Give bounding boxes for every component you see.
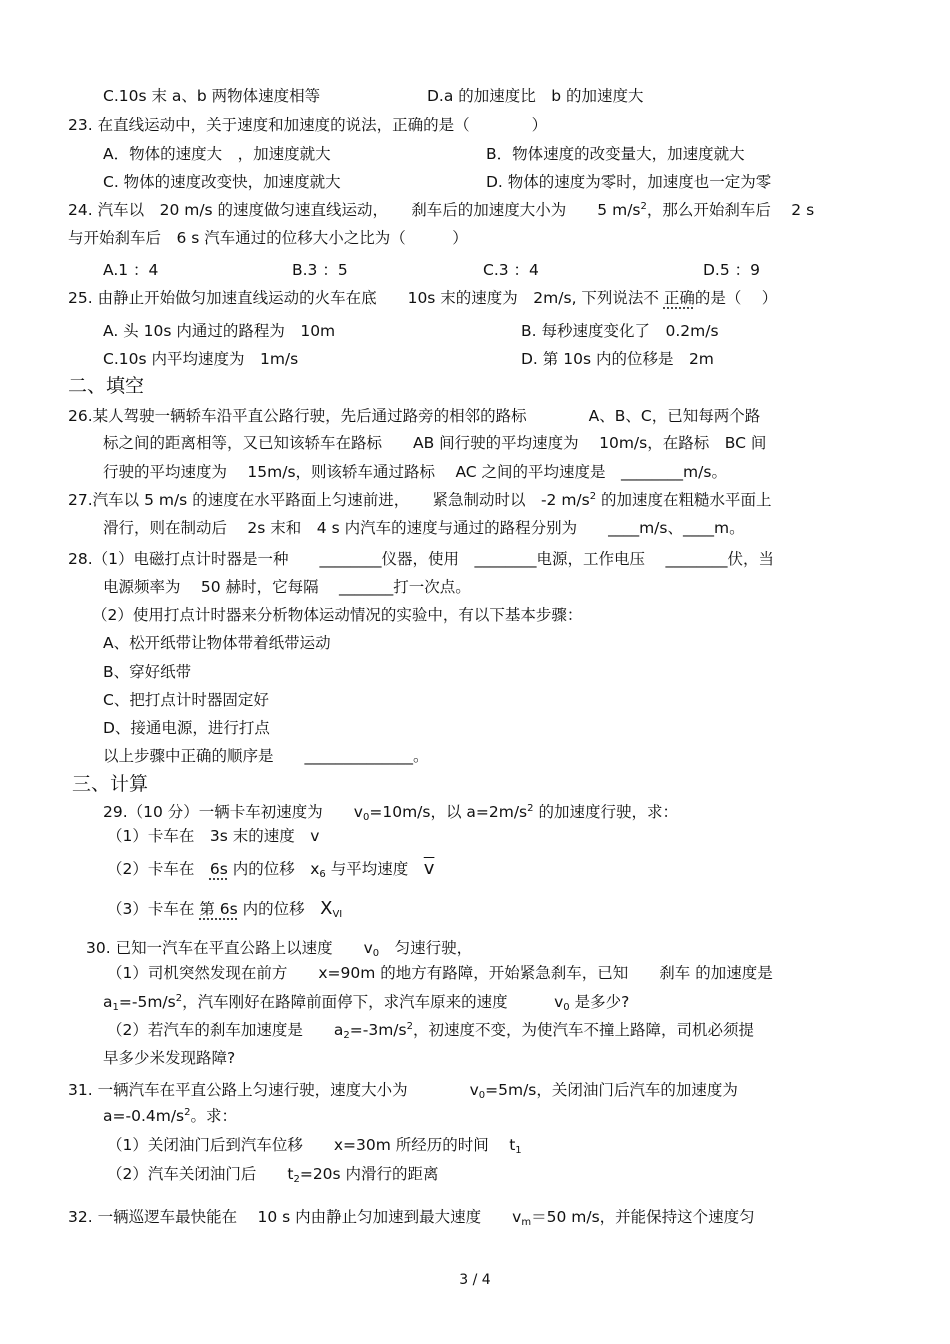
option-23d: D. 物体的速度为零时，加速度也一定为零 — [486, 173, 772, 191]
question-29-part2: （2）卡车在 6s 内的位移 $x_6$ 与平均速度 $\overline{v}$ — [107, 858, 435, 880]
question-28-line1: 28.（1）电磁打点计时器是一种 ________仪器，使用 ________电源，工作电压 ________伏，当 — [68, 550, 774, 568]
page-number: 3 / 4 — [459, 1272, 491, 1288]
question-30-part2: （2）若汽车的刹车加速度是 $a_2=-3m/s^2$，初速度不变，为使汽车不撞上路障，司机必须提 — [107, 1021, 754, 1041]
question-24-line2: 与开始刹车后 6 s 汽车通过的位移大小之比为（ ） — [68, 229, 468, 247]
option-23b: B．物体速度的改变量大，加速度就大 — [486, 145, 745, 163]
option-24a: A.1 ：4 — [103, 261, 159, 279]
question-26-line2: 标之间的距离相等，又已知该轿车在路标 AB 间行驶的平均速度为 10m/s，在路标 BC 间 — [103, 434, 767, 452]
option-24c: C.3 ：4 — [483, 261, 539, 279]
question-29-part1: （1）卡车在 3s 末的速度 v — [107, 827, 320, 845]
step-b: B、穿好纸带 — [103, 663, 192, 681]
question-29: 29.（10 分）一辆卡车初速度为 $v_0=10m/s$，以 $a=2m/s^2$ 的加速度行驶，求： — [103, 803, 678, 823]
option-22d: D.a 的加速度比 b 的加速度大 — [427, 87, 644, 105]
question-28-part2: （2）使用打点计时器来分析物体运动情况的实验中，有以下基本步骤： — [92, 606, 583, 624]
question-25: 25. 由静止开始做匀加速直线运动的火车在底 10s 末的速度为 2m/s, 下列说法不 正确的是（ ） — [68, 289, 778, 307]
question-26-line1: 26.某人驾驶一辆轿车沿平直公路行驶，先后通过路旁的相邻的路标 A、B、C，已知每两个路 — [68, 407, 761, 425]
question-30: 30. 已知一汽车在平直公路上以速度 $v_0$ 匀速行驶， — [86, 939, 473, 959]
section-calculation: 三、计算 — [72, 773, 149, 795]
step-d: D、接通电源，进行打点 — [103, 719, 270, 737]
option-22c: C.10s 末 a、b 两物体速度相等 — [103, 87, 321, 105]
option-23a: A．物体的速度大 ，加速度就大 — [103, 145, 331, 163]
question-23: 23. 在直线运动中，关于速度和加速度的说法，正确的是（ ） — [68, 116, 548, 134]
question-26-line3: 行驶的平均速度为 15m/s，则该轿车通过路标 AC 之间的平均速度是 ________m/s。 — [103, 463, 727, 481]
question-28-line2: 电源频率为 50 赫时，它每隔 _______打一次点。 — [103, 578, 471, 596]
question-27-line1: 27.汽车以 5 m/s 的速度在水平路面上匀速前进， 紧急制动时以 -2 $m/s^2$ 的加速度在粗糙水平面上 — [68, 491, 772, 509]
section-fill-blank: 二、填空 — [68, 375, 145, 397]
step-c: C、把打点计时器固定好 — [103, 691, 269, 709]
question-30-part1-cont: $a_1=-5m/s^2$，汽车刚好在路障前面停下，求汽车原来的速度 $v_0$ 是多少? — [103, 993, 630, 1013]
option-25c: C.10s 内平均速度为 1m/s — [103, 350, 299, 368]
question-31: 31. 一辆汽车在平直公路上匀速行驶，速度大小为 $v_0=5m/s$，关闭油门后汽车的加速度为 — [68, 1081, 738, 1101]
option-23c: C. 物体的速度改变快，加速度就大 — [103, 173, 341, 191]
question-31-part2: （2）汽车关闭油门后 $t_2=20s$ 内滑行的距离 — [107, 1165, 439, 1185]
question-30-part1: （1）司机突然发现在前方 x=90m 的地方有路障，开始紧急刹车，已知 刹车 的加速度是 — [107, 964, 773, 982]
step-order: 以上步骤中正确的顺序是 ______________。 — [103, 747, 429, 765]
option-24b: B.3 ：5 — [292, 261, 348, 279]
question-24-line1: 24. 汽车以 20 m/s 的速度做匀速直线运动， 刹车后的加速度大小为 5 $m/s^2$，那么开始刹车后 2 s — [68, 201, 815, 219]
question-27-line2: 滑行，则在制动后 2s 末和 4 s 内汽车的速度与通过的路程分别为 ____m/s、____m。 — [103, 519, 745, 537]
question-32: 32. 一辆巡逻车最快能在 10 s 内由静止匀加速到最大速度 $v_m=50$ m/s，并能保持这个速度匀 — [68, 1208, 755, 1228]
option-25a: A. 头 10s 内通过的路程为 10m — [103, 322, 336, 340]
option-25d: D. 第 10s 内的位移是 2m — [521, 350, 714, 368]
question-31-cont: $a=-0.4m/s^2$。求： — [103, 1107, 238, 1125]
question-29-part3: （3）卡车在 第 6s 内的位移 $X_{VI}$ — [107, 898, 343, 920]
option-25b: B. 每秒速度变化了 0.2m/s — [521, 322, 719, 340]
question-30-part2-cont: 早多少米发现路障? — [103, 1049, 236, 1067]
question-31-part1: （1）关闭油门后到汽车位移 x=30m 所经历的时间 $t_1$ — [107, 1136, 522, 1156]
option-24d: D.5 ：9 — [703, 261, 761, 279]
step-a: A、松开纸带让物体带着纸带运动 — [103, 634, 331, 652]
